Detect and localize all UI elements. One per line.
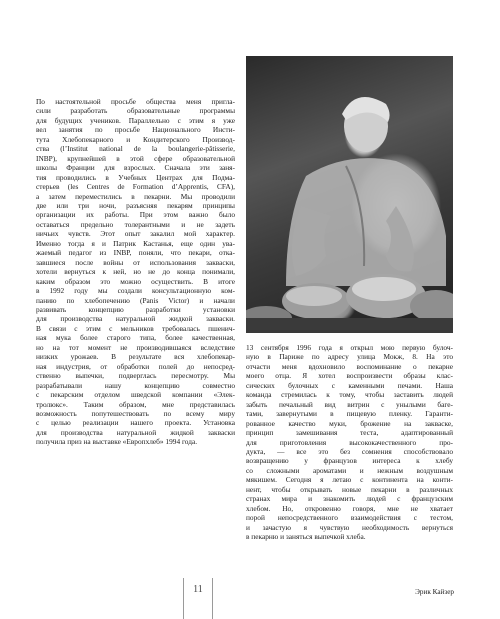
text-line: две или три ночи, разъясняя пекарям принципы [36,200,235,210]
text-line: порой непосредственного взаимодействия с тестом, [246,513,453,523]
text-line: в пекарню и заняться выпечкой хлеба. [246,532,366,542]
text-line: развивать концепцию разработки установки [36,304,235,314]
photo-illustration [246,56,453,333]
page-number-rule-left [183,578,184,619]
text-line: сических булочных с каменными печами. Наша [246,380,453,390]
text-line: возвращению у французов интереса к хлебу [246,456,453,466]
text-line: нент, чтобы открывать новые пекарни в различных [246,484,453,494]
text-line: INBP), крупнейшей в этой сфере образовательной [36,153,235,163]
text-line: моего отца. Я хотел воспроизвести образы клас- [246,371,453,381]
text-line: оставаться предельно толерантными и не задеть [36,219,235,229]
text-line: 13 сентября 1996 года я открыл мою первую булоч- [246,343,453,352]
text-line: с пекарским отделом шведской компании «Элек- [36,390,235,400]
text-line: тута Хлебопекарного и Кондитерского Производ- [36,134,235,144]
page-number: 11 [193,584,203,595]
text-line: организации их работы. При этом важно было [36,210,235,220]
text-line: тия проводились в Учебных Центрах для Подма- [36,172,235,182]
text-line: получила приз на выставке «Европхлеб» 1994 года. [36,437,198,447]
text-line: ная мука более старого типа, более качественная, [36,333,235,343]
text-line: В связи с этим с мельников требовалась пшенич- [36,323,235,333]
text-line: с целью реализации нашего проекта. Установка [36,418,235,428]
text-line: ственно выпечки, подверглась пересмотру. Мы [36,371,235,381]
text-line: дукта, — все это без сомнения способствовало [246,446,453,456]
text-line: ную в Париже по адресу улица Мокж, 8. На это [246,352,453,362]
text-line: для приготовления высококачественного про- [246,437,453,447]
text-line: забыть печальный вид витрин с унылыми баге- [246,399,453,409]
text-line: хотели вернуться к ней, но не до конца понимали, [36,267,235,277]
text-line: ная индустрия, от обработки полей до непосред- [36,361,235,371]
text-line: отчасти меня вдохновило воспоминание о пекарне [246,361,453,371]
baker-photo [246,56,453,333]
text-line: жаемый педагог из INBP, поняли, что пекари, отка- [36,248,235,258]
text-line: хлебом. Но, откровенно говоря, мне не хватает [246,503,453,513]
text-line: возможность попутешествовать по всему миру [36,408,235,418]
text-line: вел занятия по просьбе Национального Инсти- [36,125,235,135]
text-line: странах мира и знакомить людей с французским [246,494,453,504]
text-line: панию по хлебопечению (Panis Victor) и начали [36,295,235,305]
text-line: принцип замешивания теста, адаптированный [246,428,453,438]
text-line: для производства натуральной жидкой закваски [36,427,235,437]
right-column-text [246,343,453,542]
text-line: завшиеся после войны от использования закваски, [36,257,235,267]
text-line: ничьих чувств. Этот опыт закалил мой характер. [36,229,235,239]
text-line: ства (l’Institut national de la boulangerie-pâtisserie, [36,144,235,154]
text-line: школы Франции для взрослых. Сначала эти заня- [36,163,235,173]
text-line: разрабатывали нашу концепцию совместно [36,380,235,390]
text-line: сили разработать образовательные программы [36,106,235,116]
text-line: в 1992 году мы создали консультационную ком- [36,286,235,296]
text-line: команда стремилась к тому, чтобы заставить людей [246,390,453,400]
page-number-rule-right [212,578,213,619]
text-line: тролюкс». Таким образом, мне представилась [36,399,235,409]
text-line: каким образом это можно осуществить. В итоге [36,276,235,286]
text-line: а затем переместились в пекарни. Мы проводили [36,191,235,201]
text-line: тами, завернутыми в пищевую пленку. Гаранти- [246,409,453,419]
text-line: но на тот момент не производившаяся вследствие [36,342,235,352]
text-line: рованное качество муки, брожение на закваске, [246,418,453,428]
text-line: Именно тогда я и Патрик Кастанья, еще один ува- [36,238,235,248]
text-line: низких урожаев. В результате вся хлебопекар- [36,352,235,362]
text-line: и зачастую я чувствую необходимость вернуться [246,522,453,532]
text-line: со сложными ароматами и нежным воздушным [246,465,453,475]
text-line: По настоятельной просьбе общества меня пригла- [36,97,235,106]
text-line: стерьев (les Centres de Formation d’Apprentis, CFA), [36,182,235,192]
text-line: для будущих учеников. Параллельно с этим я уже [36,115,235,125]
text-line: для производства натуральной жидкой закваски. [36,314,235,324]
left-column-text [36,97,235,447]
author-signature: Эрик Кайзер [415,588,454,596]
text-line: мякишем. Сегодня я летаю с континента на конти- [246,475,453,485]
